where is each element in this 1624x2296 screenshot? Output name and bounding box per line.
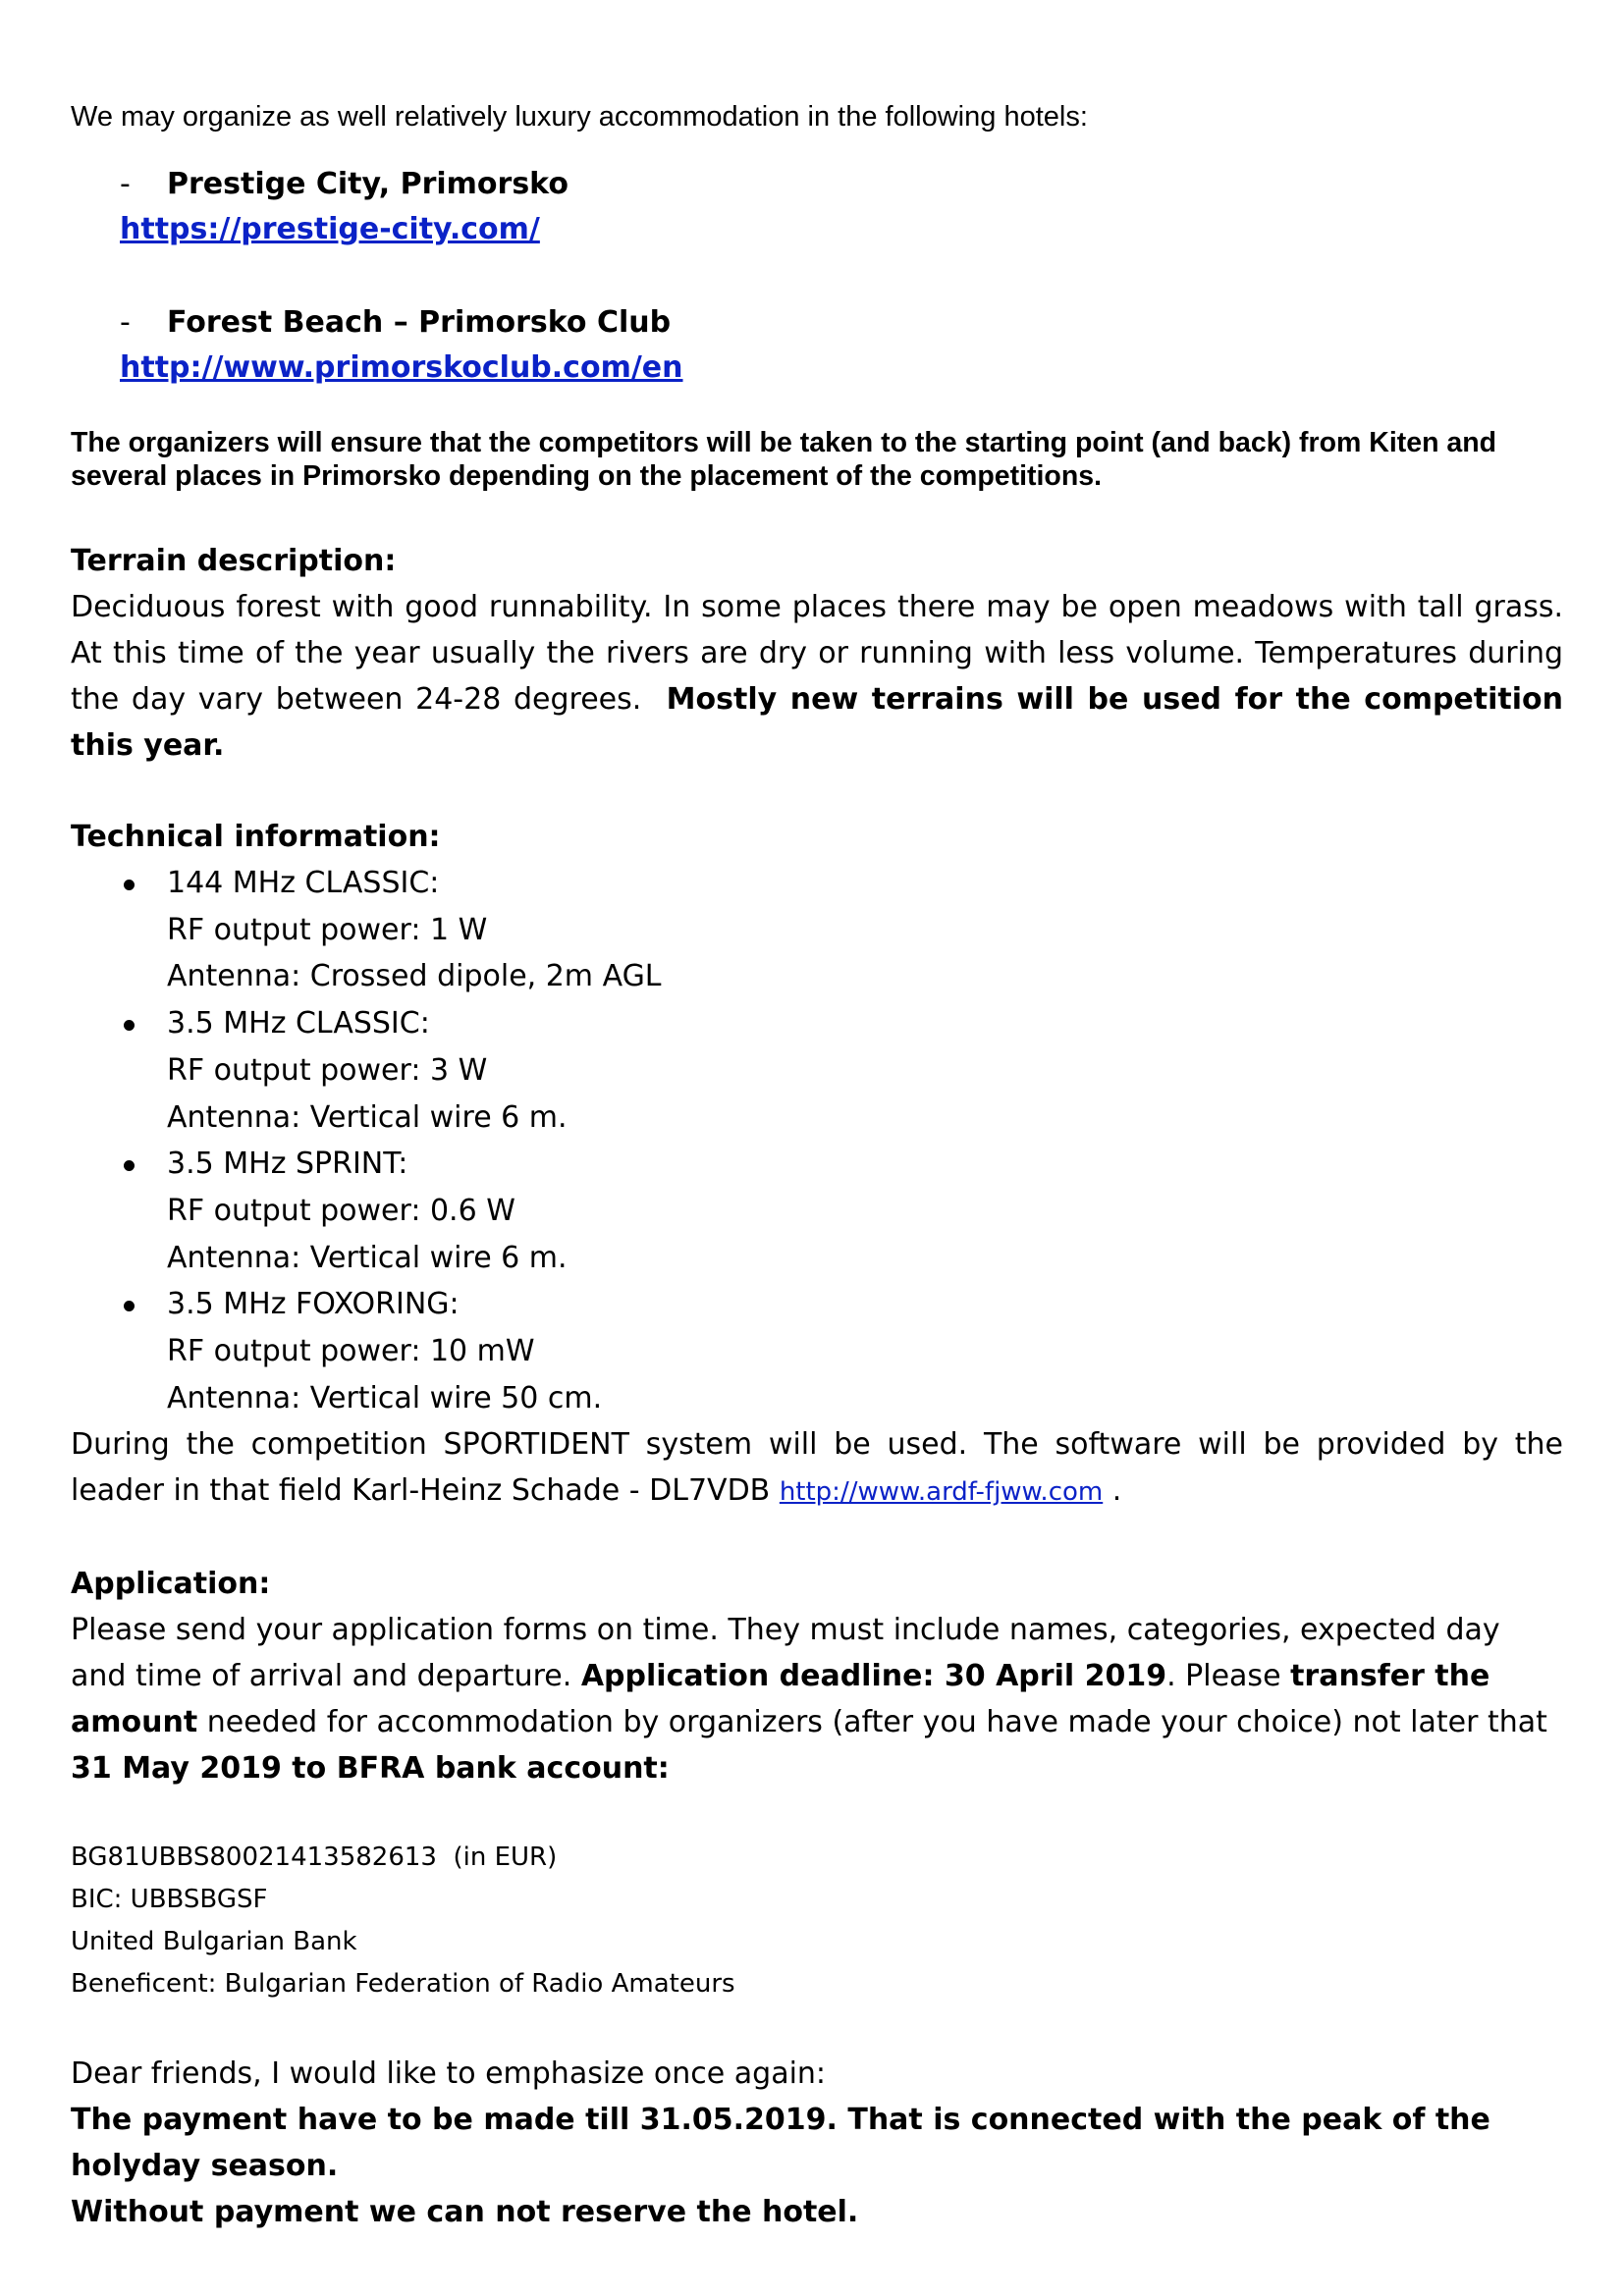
technical-item-power: RF output power: 1 W [167, 912, 488, 947]
application-deadline: Application deadline: 30 April 2019 [580, 1659, 1167, 1694]
bank-bic: BIC: UBBSBGSF [71, 1885, 268, 1915]
technical-item-power: RF output power: 10 mW [167, 1334, 535, 1369]
technical-item [71, 1000, 1563, 1141]
application-transfer: transfer the amount [71, 1659, 1490, 1740]
hotel-1-name [120, 161, 1563, 207]
application-paragraph [71, 1607, 1563, 1791]
terrain-emphasis: Mostly new terrains will be used for the competition this year. [71, 682, 1563, 763]
hotel-1-link-line [120, 207, 1563, 252]
technical-item [71, 1141, 1563, 1281]
technical-item-power: RF output power: 3 W [167, 1052, 488, 1088]
terrain-paragraph [71, 584, 1563, 769]
technical-item-antenna: Antenna: Vertical wire 6 m. [167, 1240, 568, 1275]
bullet-icon [124, 1020, 135, 1031]
document-page [71, 94, 1563, 2235]
hotel-1-dash: - [120, 167, 131, 201]
hotel-1-name-text: Prestige City, Primorsko [167, 167, 568, 201]
intro-text: We may organize as well relatively luxury accommodation in the following hotels: [71, 101, 1088, 133]
hotel-2-dash: - [120, 305, 131, 340]
application-heading: Application: [71, 1567, 271, 1602]
closing-line-1 [71, 2097, 1563, 2189]
terrain-heading: Terrain description: [71, 544, 397, 578]
bullet-icon [124, 880, 135, 890]
hotel-2-link[interactable]: http://www.primorskoclub.com/en [120, 350, 683, 385]
technical-item-title: 3.5 MHz SPRINT: [167, 1147, 408, 1182]
technical-item-title: 3.5 MHz FOXORING: [167, 1287, 460, 1322]
technical-item [71, 860, 1563, 1000]
closing-greeting: Dear friends, I would like to emphasize once again: [71, 2056, 827, 2092]
technical-heading: Technical information: [71, 820, 441, 854]
technical-item-antenna: Antenna: Crossed dipole, 2m AGL [167, 959, 662, 994]
application-text-2: . Please [1166, 1659, 1281, 1694]
hotel-2-name-text: Forest Beach – Primorsko Club [167, 305, 672, 340]
technical-list [71, 860, 1563, 1421]
sportident-text: During the competition SPORTIDENT system will be used. The software will be provided by the leader in that field Karl-Heinz Schade - DL7VDB [71, 1427, 1563, 1509]
technical-item-antenna: Antenna: Vertical wire 6 m. [167, 1099, 568, 1135]
technical-item-title: 144 MHz CLASSIC: [167, 866, 440, 900]
application-text-1: Please send your application forms on time. They must include names, categories, expected day and time of arrival and departure. [71, 1613, 1500, 1694]
sportident-end: . [1111, 1473, 1122, 1509]
technical-item-power: RF output power: 0.6 W [167, 1193, 515, 1228]
bank-beneficiary: Beneficent: Bulgarian Federation of Radio Amateurs [71, 1969, 735, 2000]
closing-line-2-text: Without payment we can not reserve the hotel. [71, 2195, 859, 2230]
organizers-note: The organizers will ensure that the competitors will be taken to the starting point (and back) from Kiten and several places in Primorsko depending on the placement of the competitions. [71, 427, 1497, 492]
sportident-paragraph [71, 1421, 1563, 1516]
hotel-2-link-line [120, 346, 1563, 391]
closing-line-1-text: The payment have to be made till 31.05.2019. That is connected with the peak of the holyday season. [71, 2103, 1490, 2184]
technical-item [71, 1281, 1563, 1421]
terrain-text: Deciduous forest with good runnability. In some places there may be open meadows with tall grass. At this time of the year usually the rivers are dry or running with less volume. Temperatures during the day vary between 24-28 degrees. [71, 590, 1563, 717]
bullet-icon [124, 1160, 135, 1171]
hotel-1-link[interactable]: https://prestige-city.com/ [120, 212, 540, 246]
hotel-2-name [120, 299, 1563, 346]
technical-item-antenna: Antenna: Vertical wire 50 cm. [167, 1380, 603, 1415]
application-text-3: needed for accommodation by organizers (after you have made your choice) not later that [206, 1705, 1547, 1740]
closing-line-2 [71, 2189, 1563, 2235]
sportident-link[interactable]: http://www.ardf-fjww.com [779, 1477, 1104, 1508]
bullet-icon [124, 1301, 135, 1311]
application-bank-deadline: 31 May 2019 to BFRA bank account: [71, 1751, 670, 1787]
bank-name: United Bulgarian Bank [71, 1927, 357, 1957]
technical-item-title: 3.5 MHz CLASSIC: [167, 1006, 430, 1041]
bank-iban: BG81UBBS80021413582613 (in EUR) [71, 1842, 558, 1873]
